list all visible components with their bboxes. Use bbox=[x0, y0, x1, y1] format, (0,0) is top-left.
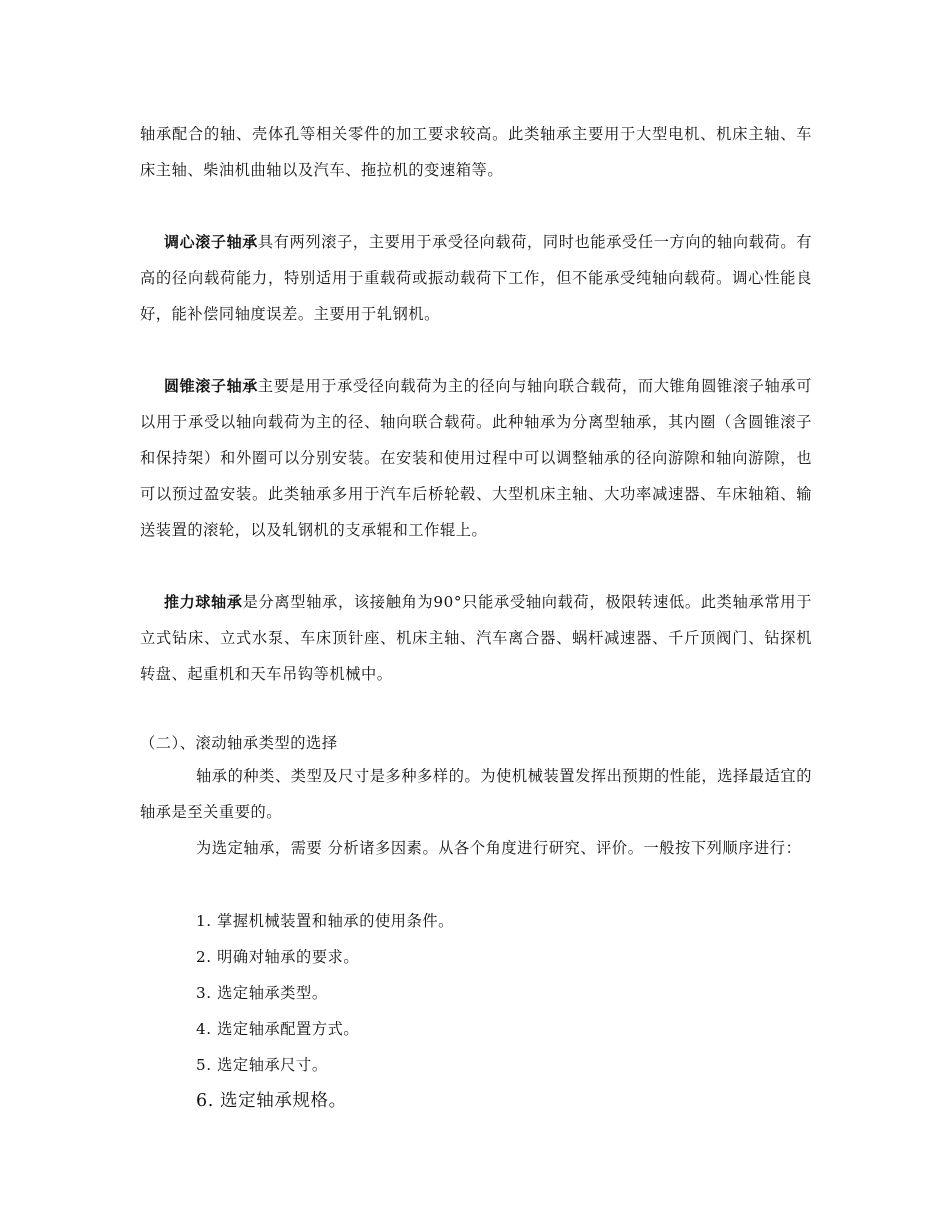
spherical-roller-bearing-paragraph bbox=[140, 224, 812, 332]
list-item: 6. 选定轴承规格。 bbox=[196, 1091, 347, 1111]
tapered-roller-bearing-term: 圆锥滚子轴承 bbox=[164, 377, 258, 395]
list-item: 3. 选定轴承类型。 bbox=[196, 984, 328, 1002]
list-item: 4. 选定轴承配置方式。 bbox=[196, 1020, 360, 1038]
tapered-roller-bearing-text: 主要是用于承受径向载荷为主的径向与轴向联合载荷，而大锥角圆锥滚子轴承可以用于承受以轴向载荷为主的径、轴向联合载荷。此种轴承为分离型轴承，其内圈（含圆锥滚子和保持架）和外圈可以分别安装。在安装和使用过程中可以调整轴承的径向游隙和轴向游隙，也可以预过盈安装。此类轴承多用于汽车后桥轮毂、大型机床主轴、大功率减速器、车床轴箱、输送装置的滚轮，以及轧钢机的支承辊和工作辊上。 bbox=[140, 377, 812, 539]
intro-paragraph: 轴承配合的轴、壳体孔等相关零件的加工要求较高。此类轴承主要用于大型电机、机床主轴、车床主轴、柴油机曲轴以及汽车、拖拉机的变速箱等。 bbox=[140, 125, 812, 179]
list-item: 5. 选定轴承尺寸。 bbox=[196, 1056, 328, 1074]
thrust-ball-bearing-text: 是分离型轴承，该接触角为90°只能承受轴向载荷，极限转速低。此类轴承常用于立式钻床、立式水泵、车床顶针座、机床主轴、汽车离合器、蜗杆减速器、千斤顶阀门、钻探机转盘、起重机和天车吊钩等机械中。 bbox=[140, 593, 812, 683]
selection-paragraph-2: 为选定轴承，需要 分析诸多因素。从各个角度进行研究、评价。一般按下列顺序进行： bbox=[196, 839, 802, 857]
selection-paragraph-1: 轴承的种类、类型及尺寸是多种多样的。为使机械装置发挥出预期的性能，选择最适宜的轴承是至关重要的。 bbox=[140, 767, 812, 821]
list-item: 1. 掌握机械装置和轴承的使用条件。 bbox=[196, 912, 454, 930]
spherical-roller-bearing-term: 调心滚子轴承 bbox=[164, 233, 258, 251]
thrust-ball-bearing-term: 推力球轴承 bbox=[164, 593, 243, 611]
thrust-ball-bearing-paragraph bbox=[140, 584, 812, 692]
tapered-roller-bearing-paragraph bbox=[140, 368, 812, 548]
list-item: 2. 明确对轴承的要求。 bbox=[196, 948, 360, 966]
spherical-roller-bearing-text: 具有两列滚子，主要用于承受径向载荷，同时也能承受任一方向的轴向载荷。有高的径向载荷能力，特别适用于重载荷或振动载荷下工作，但不能承受纯轴向载荷。调心性能良好，能补偿同轴度误差。主要用于轧钢机。 bbox=[140, 233, 812, 323]
section-heading: （二）、滚动轴承类型的选择 bbox=[140, 734, 338, 752]
selection-steps-list bbox=[196, 903, 454, 1119]
